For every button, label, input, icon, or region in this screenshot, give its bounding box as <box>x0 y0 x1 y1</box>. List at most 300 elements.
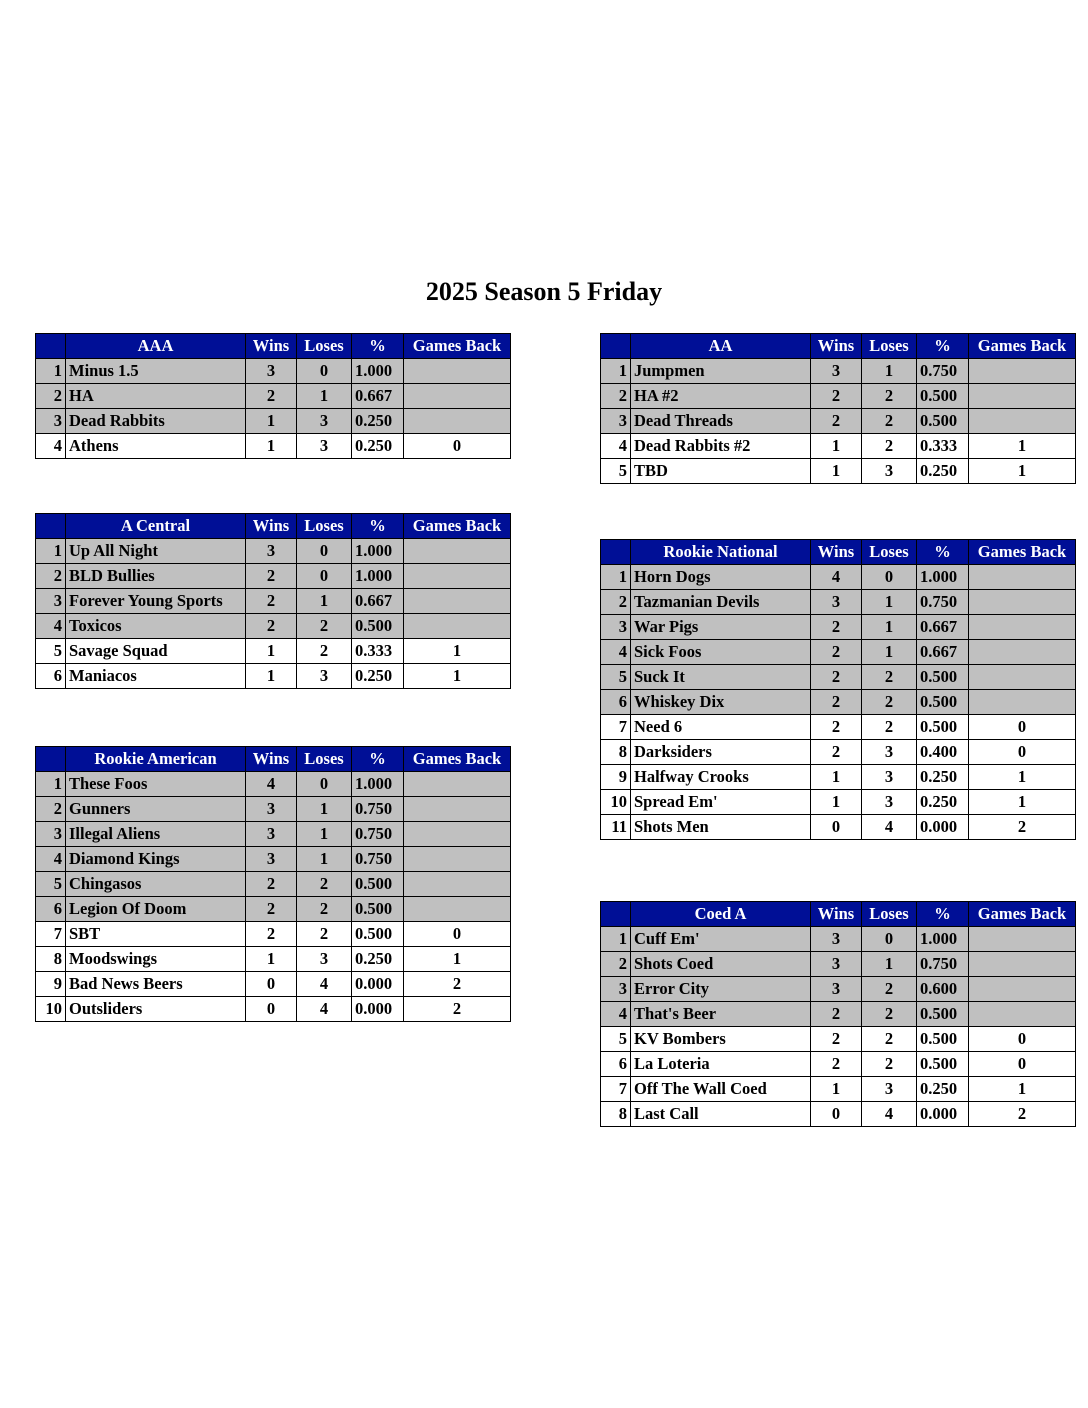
team-name-cell: Sick Foos <box>631 640 811 665</box>
rank-cell: 6 <box>36 897 66 922</box>
team-name-cell: Illegal Aliens <box>66 822 246 847</box>
table-row <box>601 690 1076 715</box>
header-rank-cell <box>601 334 631 359</box>
rank-cell: 7 <box>601 1077 631 1102</box>
rank-cell: 7 <box>601 715 631 740</box>
table-row <box>601 615 1076 640</box>
table-row <box>36 997 511 1022</box>
team-name-cell: Dead Threads <box>631 409 811 434</box>
table-row <box>601 1052 1076 1077</box>
header-pct: % <box>917 334 969 359</box>
rank-cell: 2 <box>601 590 631 615</box>
header-pct: % <box>352 514 404 539</box>
table-row <box>601 790 1076 815</box>
table-row <box>36 797 511 822</box>
division-name: AA <box>631 334 811 359</box>
wins-cell: 2 <box>246 872 297 897</box>
rank-cell: 8 <box>601 740 631 765</box>
table-row <box>601 740 1076 765</box>
division-name: AAA <box>66 334 246 359</box>
games-back-cell: 2 <box>404 997 511 1022</box>
header-pct: % <box>352 747 404 772</box>
loses-cell: 2 <box>862 690 917 715</box>
games-back-cell <box>404 772 511 797</box>
games-back-cell <box>969 927 1076 952</box>
table-row <box>36 434 511 459</box>
table-row <box>36 847 511 872</box>
games-back-cell <box>404 847 511 872</box>
table-row <box>36 614 511 639</box>
header-wins: Wins <box>811 902 862 927</box>
header-pct: % <box>352 334 404 359</box>
pct-cell: 0.750 <box>917 359 969 384</box>
games-back-cell <box>404 614 511 639</box>
games-back-cell <box>404 797 511 822</box>
team-name-cell: BLD Bullies <box>66 564 246 589</box>
rank-cell: 4 <box>601 434 631 459</box>
header-loses: Loses <box>862 902 917 927</box>
table-row <box>601 1077 1076 1102</box>
team-name-cell: That's Beer <box>631 1002 811 1027</box>
wins-cell: 2 <box>246 564 297 589</box>
table-row <box>601 1002 1076 1027</box>
games-back-cell: 1 <box>969 434 1076 459</box>
rank-cell: 6 <box>601 690 631 715</box>
header-rank-cell <box>36 747 66 772</box>
loses-cell: 1 <box>862 615 917 640</box>
header-rank-cell <box>36 334 66 359</box>
wins-cell: 2 <box>811 665 862 690</box>
header-games-back: Games Back <box>969 334 1076 359</box>
pct-cell: 0.500 <box>917 1052 969 1077</box>
header-loses: Loses <box>862 540 917 565</box>
rank-cell: 1 <box>36 772 66 797</box>
table-header-row <box>36 514 511 539</box>
wins-cell: 1 <box>246 664 297 689</box>
table-row <box>36 972 511 997</box>
team-name-cell: Athens <box>66 434 246 459</box>
rank-cell: 4 <box>36 434 66 459</box>
table-row <box>36 384 511 409</box>
wins-cell: 2 <box>246 589 297 614</box>
loses-cell: 1 <box>862 590 917 615</box>
table-row <box>36 664 511 689</box>
loses-cell: 2 <box>297 872 352 897</box>
header-games-back: Games Back <box>404 514 511 539</box>
header-pct: % <box>917 902 969 927</box>
wins-cell: 2 <box>811 1027 862 1052</box>
loses-cell: 3 <box>297 947 352 972</box>
table-row <box>36 359 511 384</box>
rank-cell: 3 <box>601 409 631 434</box>
loses-cell: 0 <box>297 539 352 564</box>
games-back-cell: 2 <box>969 1102 1076 1127</box>
rank-cell: 7 <box>36 922 66 947</box>
loses-cell: 1 <box>862 952 917 977</box>
games-back-cell <box>969 952 1076 977</box>
loses-cell: 1 <box>297 384 352 409</box>
loses-cell: 2 <box>862 715 917 740</box>
table-row <box>601 459 1076 484</box>
loses-cell: 2 <box>862 977 917 1002</box>
wins-cell: 0 <box>811 1102 862 1127</box>
pct-cell: 0.000 <box>352 997 404 1022</box>
wins-cell: 1 <box>246 947 297 972</box>
wins-cell: 4 <box>246 772 297 797</box>
header-games-back: Games Back <box>969 902 1076 927</box>
loses-cell: 2 <box>862 665 917 690</box>
wins-cell: 1 <box>811 790 862 815</box>
loses-cell: 3 <box>862 1077 917 1102</box>
pct-cell: 0.333 <box>352 639 404 664</box>
rank-cell: 11 <box>601 815 631 840</box>
pct-cell: 0.750 <box>352 847 404 872</box>
wins-cell: 3 <box>811 977 862 1002</box>
rank-cell: 2 <box>601 384 631 409</box>
pct-cell: 0.250 <box>917 790 969 815</box>
pct-cell: 1.000 <box>917 565 969 590</box>
team-name-cell: War Pigs <box>631 615 811 640</box>
table-row <box>36 922 511 947</box>
header-wins: Wins <box>246 514 297 539</box>
loses-cell: 2 <box>297 614 352 639</box>
games-back-cell: 0 <box>969 1052 1076 1077</box>
pct-cell: 0.667 <box>917 615 969 640</box>
team-name-cell: Outsliders <box>66 997 246 1022</box>
rank-cell: 3 <box>36 409 66 434</box>
wins-cell: 0 <box>246 972 297 997</box>
pct-cell: 0.500 <box>917 665 969 690</box>
loses-cell: 2 <box>862 409 917 434</box>
games-back-cell <box>969 384 1076 409</box>
loses-cell: 2 <box>862 1002 917 1027</box>
pct-cell: 0.250 <box>352 409 404 434</box>
wins-cell: 2 <box>246 384 297 409</box>
wins-cell: 4 <box>811 565 862 590</box>
games-back-cell <box>969 1002 1076 1027</box>
loses-cell: 2 <box>297 897 352 922</box>
pct-cell: 0.250 <box>352 947 404 972</box>
pct-cell: 1.000 <box>352 539 404 564</box>
table-row <box>601 927 1076 952</box>
team-name-cell: Shots Men <box>631 815 811 840</box>
games-back-cell <box>969 359 1076 384</box>
header-wins: Wins <box>811 334 862 359</box>
pct-cell: 0.500 <box>917 715 969 740</box>
rank-cell: 8 <box>601 1102 631 1127</box>
games-back-cell: 0 <box>404 922 511 947</box>
pct-cell: 0.250 <box>917 765 969 790</box>
team-name-cell: Dead Rabbits #2 <box>631 434 811 459</box>
team-name-cell: Legion Of Doom <box>66 897 246 922</box>
games-back-cell <box>404 897 511 922</box>
games-back-cell <box>404 384 511 409</box>
pct-cell: 0.667 <box>352 384 404 409</box>
table-row <box>601 815 1076 840</box>
pct-cell: 1.000 <box>352 772 404 797</box>
pct-cell: 1.000 <box>352 564 404 589</box>
games-back-cell <box>969 565 1076 590</box>
header-games-back: Games Back <box>969 540 1076 565</box>
games-back-cell <box>969 615 1076 640</box>
wins-cell: 1 <box>246 409 297 434</box>
rank-cell: 9 <box>36 972 66 997</box>
header-loses: Loses <box>862 334 917 359</box>
standings-table-rookie-american <box>35 746 511 1022</box>
standings-table-rookie-national <box>600 539 1076 840</box>
games-back-cell <box>969 977 1076 1002</box>
table-header-row <box>601 334 1076 359</box>
team-name-cell: Error City <box>631 977 811 1002</box>
games-back-cell <box>404 564 511 589</box>
table-row <box>601 977 1076 1002</box>
table-row <box>601 715 1076 740</box>
table-header-row <box>601 902 1076 927</box>
rank-cell: 6 <box>601 1052 631 1077</box>
table-row <box>601 640 1076 665</box>
pct-cell: 0.500 <box>352 872 404 897</box>
pct-cell: 0.667 <box>352 589 404 614</box>
header-rank-cell <box>601 902 631 927</box>
pct-cell: 0.500 <box>352 897 404 922</box>
wins-cell: 2 <box>811 1052 862 1077</box>
wins-cell: 3 <box>811 927 862 952</box>
pct-cell: 0.500 <box>917 1002 969 1027</box>
games-back-cell <box>404 409 511 434</box>
wins-cell: 2 <box>811 384 862 409</box>
wins-cell: 1 <box>246 639 297 664</box>
wins-cell: 1 <box>811 765 862 790</box>
wins-cell: 1 <box>811 459 862 484</box>
pct-cell: 0.750 <box>917 590 969 615</box>
wins-cell: 2 <box>246 922 297 947</box>
games-back-cell: 2 <box>404 972 511 997</box>
pct-cell: 0.750 <box>917 952 969 977</box>
games-back-cell <box>969 409 1076 434</box>
rank-cell: 10 <box>601 790 631 815</box>
header-wins: Wins <box>811 540 862 565</box>
team-name-cell: Chingasos <box>66 872 246 897</box>
loses-cell: 3 <box>297 409 352 434</box>
pct-cell: 0.750 <box>352 822 404 847</box>
rank-cell: 3 <box>36 822 66 847</box>
team-name-cell: Maniacos <box>66 664 246 689</box>
team-name-cell: SBT <box>66 922 246 947</box>
table-row <box>601 359 1076 384</box>
header-wins: Wins <box>246 334 297 359</box>
rank-cell: 1 <box>601 565 631 590</box>
games-back-cell: 0 <box>404 434 511 459</box>
games-back-cell <box>404 359 511 384</box>
wins-cell: 2 <box>811 640 862 665</box>
team-name-cell: Up All Night <box>66 539 246 564</box>
loses-cell: 0 <box>297 772 352 797</box>
team-name-cell: Halfway Crooks <box>631 765 811 790</box>
team-name-cell: Suck It <box>631 665 811 690</box>
pct-cell: 0.500 <box>352 614 404 639</box>
rank-cell: 1 <box>601 359 631 384</box>
rank-cell: 2 <box>36 564 66 589</box>
header-loses: Loses <box>297 334 352 359</box>
games-back-cell: 1 <box>969 1077 1076 1102</box>
pct-cell: 0.500 <box>917 409 969 434</box>
team-name-cell: HA <box>66 384 246 409</box>
games-back-cell <box>404 822 511 847</box>
wins-cell: 0 <box>811 815 862 840</box>
pct-cell: 0.500 <box>917 1027 969 1052</box>
wins-cell: 1 <box>246 434 297 459</box>
rank-cell: 4 <box>601 1002 631 1027</box>
pct-cell: 0.000 <box>352 972 404 997</box>
rank-cell: 4 <box>601 640 631 665</box>
table-row <box>36 639 511 664</box>
header-loses: Loses <box>297 514 352 539</box>
team-name-cell: Cuff Em' <box>631 927 811 952</box>
pct-cell: 0.500 <box>917 384 969 409</box>
table-row <box>601 409 1076 434</box>
games-back-cell: 2 <box>969 815 1076 840</box>
rank-cell: 3 <box>601 615 631 640</box>
games-back-cell: 0 <box>969 1027 1076 1052</box>
header-games-back: Games Back <box>404 747 511 772</box>
rank-cell: 8 <box>36 947 66 972</box>
team-name-cell: Tazmanian Devils <box>631 590 811 615</box>
pct-cell: 0.750 <box>352 797 404 822</box>
table-row <box>36 564 511 589</box>
team-name-cell: KV Bombers <box>631 1027 811 1052</box>
wins-cell: 3 <box>246 847 297 872</box>
games-back-cell: 1 <box>969 459 1076 484</box>
table-row <box>601 765 1076 790</box>
table-row <box>601 952 1076 977</box>
table-row <box>36 822 511 847</box>
games-back-cell <box>404 589 511 614</box>
wins-cell: 3 <box>246 539 297 564</box>
header-games-back: Games Back <box>404 334 511 359</box>
team-name-cell: La Loteria <box>631 1052 811 1077</box>
loses-cell: 1 <box>297 822 352 847</box>
loses-cell: 2 <box>297 639 352 664</box>
team-name-cell: Jumpmen <box>631 359 811 384</box>
pct-cell: 0.333 <box>917 434 969 459</box>
team-name-cell: TBD <box>631 459 811 484</box>
rank-cell: 1 <box>601 927 631 952</box>
standings-table-coed-a <box>600 901 1076 1127</box>
team-name-cell: Forever Young Sports <box>66 589 246 614</box>
pct-cell: 1.000 <box>917 927 969 952</box>
table-row <box>601 1102 1076 1127</box>
team-name-cell: Whiskey Dix <box>631 690 811 715</box>
team-name-cell: Toxicos <box>66 614 246 639</box>
wins-cell: 2 <box>246 897 297 922</box>
loses-cell: 1 <box>862 640 917 665</box>
loses-cell: 0 <box>297 564 352 589</box>
team-name-cell: Off The Wall Coed <box>631 1077 811 1102</box>
pct-cell: 0.500 <box>352 922 404 947</box>
table-row <box>36 872 511 897</box>
loses-cell: 2 <box>297 922 352 947</box>
pct-cell: 0.250 <box>917 1077 969 1102</box>
team-name-cell: HA #2 <box>631 384 811 409</box>
team-name-cell: Darksiders <box>631 740 811 765</box>
games-back-cell: 1 <box>404 664 511 689</box>
rank-cell: 5 <box>601 459 631 484</box>
team-name-cell: These Foos <box>66 772 246 797</box>
loses-cell: 2 <box>862 1052 917 1077</box>
rank-cell: 6 <box>36 664 66 689</box>
loses-cell: 0 <box>862 565 917 590</box>
rank-cell: 9 <box>601 765 631 790</box>
table-row <box>601 1027 1076 1052</box>
loses-cell: 4 <box>862 815 917 840</box>
table-row <box>601 384 1076 409</box>
pct-cell: 0.500 <box>917 690 969 715</box>
loses-cell: 3 <box>862 459 917 484</box>
wins-cell: 2 <box>811 409 862 434</box>
loses-cell: 1 <box>862 359 917 384</box>
pct-cell: 1.000 <box>352 359 404 384</box>
pct-cell: 0.600 <box>917 977 969 1002</box>
wins-cell: 3 <box>246 822 297 847</box>
team-name-cell: Minus 1.5 <box>66 359 246 384</box>
loses-cell: 1 <box>297 589 352 614</box>
table-row <box>601 590 1076 615</box>
loses-cell: 2 <box>862 384 917 409</box>
page-title: 2025 Season 5 Friday <box>425 277 663 306</box>
team-name-cell: Last Call <box>631 1102 811 1127</box>
rank-cell: 5 <box>36 872 66 897</box>
table-header-row <box>36 334 511 359</box>
standings-table-a-central <box>35 513 511 689</box>
pct-cell: 0.250 <box>352 664 404 689</box>
rank-cell: 5 <box>601 1027 631 1052</box>
games-back-cell: 1 <box>404 639 511 664</box>
loses-cell: 3 <box>297 664 352 689</box>
games-back-cell: 1 <box>969 765 1076 790</box>
wins-cell: 2 <box>811 740 862 765</box>
rank-cell: 5 <box>601 665 631 690</box>
pct-cell: 0.667 <box>917 640 969 665</box>
wins-cell: 2 <box>811 715 862 740</box>
table-row <box>36 772 511 797</box>
loses-cell: 2 <box>862 434 917 459</box>
header-loses: Loses <box>297 747 352 772</box>
division-name: A Central <box>66 514 246 539</box>
rank-cell: 1 <box>36 359 66 384</box>
games-back-cell: 1 <box>404 947 511 972</box>
rank-cell: 3 <box>601 977 631 1002</box>
games-back-cell <box>969 665 1076 690</box>
standings-table-aaa <box>35 333 511 459</box>
team-name-cell: Spread Em' <box>631 790 811 815</box>
loses-cell: 4 <box>297 997 352 1022</box>
rank-cell: 4 <box>36 847 66 872</box>
team-name-cell: Savage Squad <box>66 639 246 664</box>
games-back-cell: 0 <box>969 715 1076 740</box>
rank-cell: 1 <box>36 539 66 564</box>
header-rank-cell <box>601 540 631 565</box>
rank-cell: 10 <box>36 997 66 1022</box>
wins-cell: 3 <box>246 797 297 822</box>
wins-cell: 3 <box>811 359 862 384</box>
team-name-cell: Dead Rabbits <box>66 409 246 434</box>
pct-cell: 0.000 <box>917 815 969 840</box>
pct-cell: 0.250 <box>917 459 969 484</box>
table-row <box>36 897 511 922</box>
header-pct: % <box>917 540 969 565</box>
wins-cell: 2 <box>811 1002 862 1027</box>
division-name: Coed A <box>631 902 811 927</box>
